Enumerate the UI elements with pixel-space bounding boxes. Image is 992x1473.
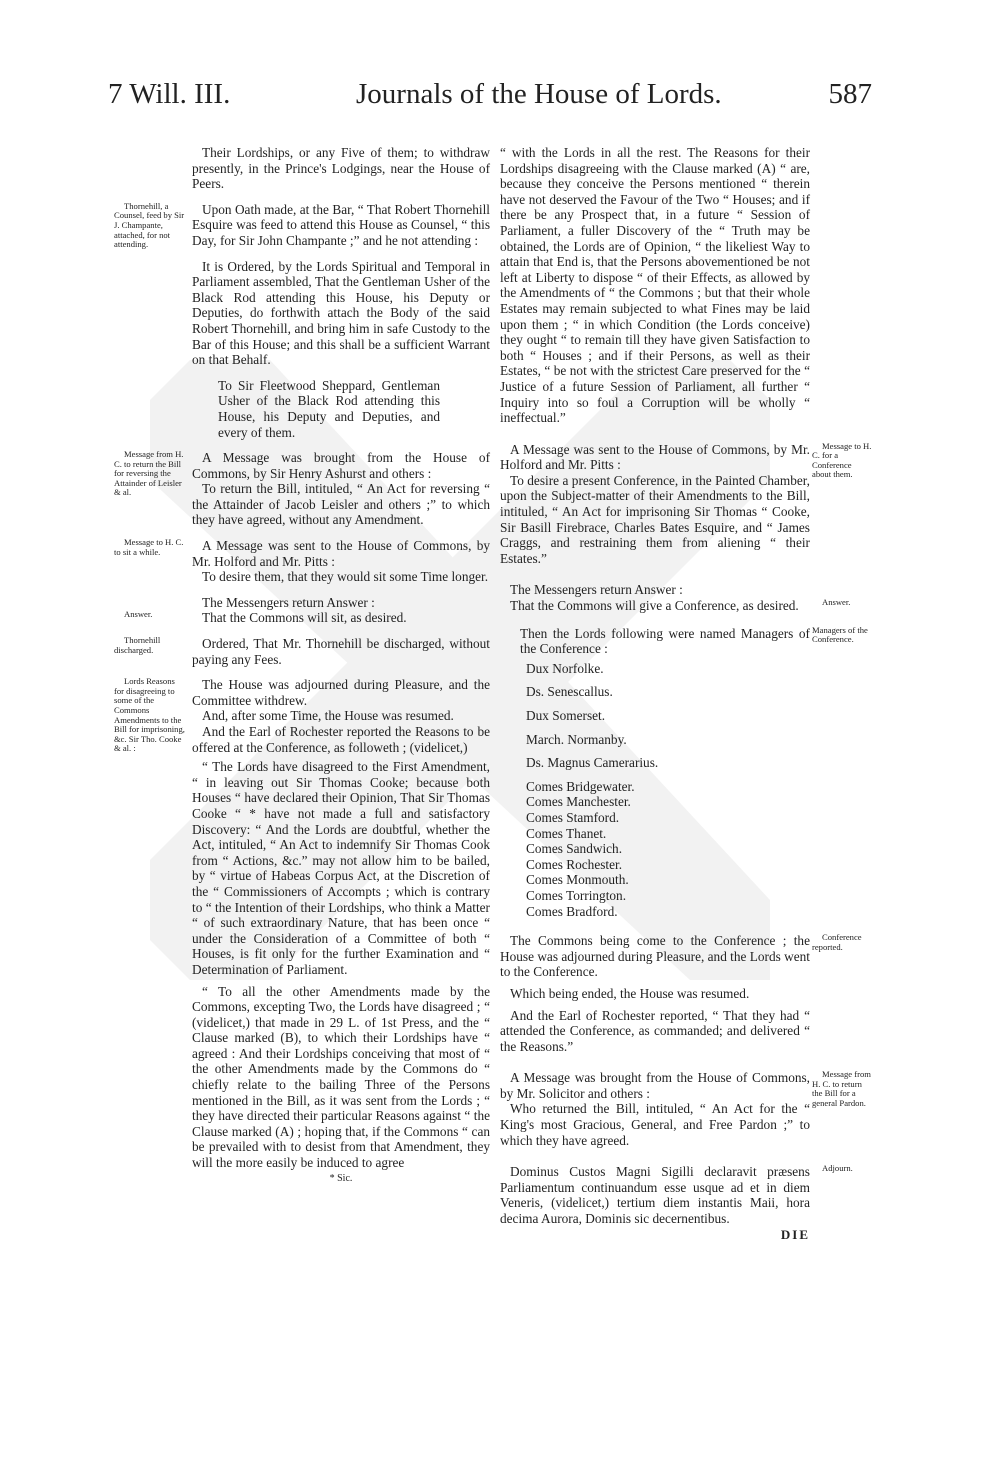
catchword: DIE: [780, 1226, 810, 1242]
margin-note: Answer.: [124, 609, 153, 620]
quoted-reasons: “ To all the other Amendments made by the Commons, excepting Two, the Lords have disagreed ; “ (videlicet,) that made in 29 L. of 1st Press, and the “ Clause marked (B), to which their Lordships have “ agreed : And their Lordships conceiving that most of “ the other Amendments made by the Commons do “ chiefly relate to the bailing Three of the Persons mentioned in the Bill, as it was sent from the Lords ; “ they have directed their particular Reasons against “ the Clause marked (A) ; hoping that, if the Commons “ can be prevailed with to desist from that Amendment, they will the more easily be induced to agree: [192, 983, 490, 1171]
paragraph-text: Then the Lords following were named Managers of the Conference :: [520, 625, 810, 657]
list-item: Comes Torrington.: [526, 887, 627, 903]
list-item: Dux Norfolke.: [526, 660, 604, 676]
paragraph-text: A Message was brought from the House of Commons, by Sir Henry Ashurst and others :: [192, 450, 490, 481]
paragraph: And, after some Time, the House was resumed.: [202, 708, 454, 724]
paragraph: [114, 537, 490, 569]
paragraph: And the Earl of Rochester reported the Reasons to be offered at the Conference, as followeth ; (videlicet,): [192, 724, 490, 755]
quoted-reasons: “ The Lords have disagreed to the First Amendment, “ in leaving out Sir Thomas Cooke; because both Houses “ have declared their Opinion, That Sir Thomas Cooke “ * have not made a full and satisfactory Discovery: “ And the Lords are doubtful, whether the Act, intituled, “ An Act to indemnify Sir Thomas Cook from “ Actions, &c.” may not allow him to be bailed, by “ virtue of Habeas Corpus Act, at the Discretion of the “ Commissioners of Accompts ; which is contrary to “ the Intention of their Lordships, who think a Matter “ of such extraordinary Nature, that has been once “ under the Consideration of a Committee of both “ Houses, is fit only for the further Examination and “ Determination of Parliament.: [192, 759, 490, 977]
footnote: * Sic.: [329, 1172, 353, 1184]
managers-list: [500, 661, 810, 919]
paragraph: The Messengers return Answer :: [510, 582, 683, 598]
margin-note: Conference reported.: [812, 932, 862, 952]
running-header: [0, 78, 992, 122]
paragraph: Which being ended, the House was resumed.: [510, 985, 750, 1001]
margin-note: Thornehill, a Counsel, feed by Sir J. Champante, attached, for not attending.: [114, 200, 185, 250]
margin-note: Managers of the Conference.: [812, 624, 868, 645]
margin-note: Message from H. C. to return the Bill for a general Pardon.: [812, 1069, 871, 1109]
paragraph: To desire them, that they would sit some Time longer.: [202, 569, 489, 585]
paragraph: [500, 1163, 853, 1227]
margin-note: Answer.: [822, 597, 851, 608]
paragraph-text: Dominus Custos Magni Sigilli declaravit præsens Parliamentum continuandum esse usque ad et in diem Veneris, (videlicet,) tertium diem instantis Maii, hora decima Aurora, Dominis sic decernentibus.: [500, 1164, 810, 1227]
paragraph: And the Earl of Rochester reported, “ That they had “ attended the Conference, as commanded; and delivered “ the Reasons.”: [500, 1007, 810, 1054]
regnal-year: 7 Will. III.: [108, 78, 231, 110]
journal-title: Journals of the House of Lords.: [356, 78, 722, 110]
paragraph: [500, 624, 868, 657]
right-column: [500, 145, 872, 1242]
paragraph-text: A Message was sent to the House of Commons, by Mr. Holford and Mr. Pitts :: [500, 441, 810, 473]
paragraph: [500, 597, 851, 614]
quoted-reasons: “ with the Lords in all the rest. The Reasons for their Lordships disagreeing with the Clause marked (A) “ are, because they conceive the Persons mentioned “ therein have not deserved the Favour of the Two “ Houses; and if there be any Prospect that, in a future “ Session of Parliament, a fuller Discovery of the “ Truth may be obtained, the Lords are of Opinion, “ the likeliest Way to attain that End is, that the Persons abovementioned be not left at Liberty to dispose “ of their Effects, as allowed by the Amendments of “ the Commons ; but that their whole Estates may remain subjected to what Fines may be laid upon them ; “ in which Condition (the Lords conceive) they ought “ to remain till they have given Satisfaction to both “ Houses ; and if their Persons, as well as their Estates, “ be not with the strictest Care preserved for the “ Justice of a future Session of Parliament, all further “ Inquiry into so foul a Corruption will be wholly “ ineffectual.”: [500, 145, 810, 426]
paragraph-text: The House was adjourned during Pleasure, and the Committee withdrew.: [192, 677, 490, 708]
list-item: Comes Rochester.: [526, 856, 623, 872]
list-item: Dux Somerset.: [526, 708, 606, 723]
paragraph: To return the Bill, intituled, “ An Act for reversing “ the Attainder of Jacob Leisler and others ;” to which they have agreed, without any Amendment.: [192, 481, 490, 528]
paragraph: Who returned the Bill, intituled, “ An Act for the “ King's most Gracious, General, and Free Pardon ;” to which they have agreed.: [500, 1101, 810, 1148]
margin-note: Lords Reasons for disagreeing to some of the Commons Amendments to the Bill for imprisoning, &c. Sir Tho. Cooke & al. :: [114, 676, 185, 754]
paragraph: It is Ordered, by the Lords Spiritual and Temporal in Parliament assembled, That the Gentleman Usher of the Black Rod attending this House, his Deputy or Deputies, do forthwith attach the Body of the said Robert Thornehill, and bring him in safe Custody to the Bar of this House; and this shall be a sufficient Warrant on that Behalf.: [192, 258, 490, 368]
paragraph: [114, 449, 490, 498]
paragraph: [500, 932, 862, 980]
paragraph: [114, 200, 490, 250]
paragraph-text: A Message was brought from the House of Commons, by Mr. Solicitor and others :: [500, 1070, 810, 1101]
paragraph-text: That the Commons will give a Conference, as desired.: [510, 598, 799, 614]
list-item: Comes Sandwich.: [526, 841, 623, 857]
list-item: Comes Manchester.: [526, 794, 631, 810]
margin-note: Thornehill discharged.: [114, 635, 161, 655]
list-item: Comes Monmouth.: [526, 872, 629, 888]
list-item: Comes Stamford.: [526, 809, 620, 825]
paragraph-text: That the Commons will sit, as desired.: [202, 610, 407, 626]
margin-note: Message to H. C. to sit a while.: [114, 537, 184, 557]
left-column: [114, 145, 490, 1186]
list-item: Ds. Magnus Camerarius.: [526, 755, 659, 771]
paragraph-text: The Commons being come to the Conference ; the House was adjourned during Pleasure, and the Lords went to the Conference.: [500, 933, 810, 980]
margin-note: Message from H. C. to return the Bill for reversing the Attainder of Leisler & al.: [114, 449, 184, 498]
list-item: Comes Bradford.: [526, 903, 618, 919]
paragraph: [500, 1069, 871, 1109]
paragraph-text: Upon Oath made, at the Bar, “ That Robert Thornehill Esquire was feed to attend this House as Counsel, “ this Day, for Sir John Champante ;” and he not attending :: [192, 201, 490, 248]
list-item: March. Normanby.: [526, 731, 627, 747]
margin-note: Message to H. C. for a Conference about them.: [812, 440, 872, 480]
list-item: Comes Bridgewater.: [526, 778, 635, 794]
paragraph: To desire a present Conference, in the Painted Chamber, upon the Subject-matter of their Amendments to the Bill, intituled, “ An Act for imprisoning Sir Thomas “ Cooke, Sir Basill Firebrace, Charles Bates Esquire, and “ James Craggs, and restraining them from aliening “ their Estates.”: [500, 472, 810, 566]
paragraph-text: A Message was sent to the House of Commons, by Mr. Holford and Mr. Pitts :: [192, 538, 490, 569]
warrant-address: To Sir Fleetwood Sheppard, Gentleman Usher of the Black Rod attending this House, his Deputy and Deputies, and every of them.: [218, 377, 440, 440]
paragraph: The Messengers return Answer :: [202, 594, 375, 610]
paragraph: [124, 609, 490, 626]
paragraph: [114, 635, 490, 667]
page-number: 587: [828, 78, 872, 110]
list-item: Comes Thanet.: [526, 825, 607, 841]
paragraph: [500, 440, 872, 480]
margin-note: Adjourn.: [822, 1163, 853, 1174]
paragraph: Their Lordships, or any Five of them; to withdraw presently, in the Prince's Lodgings, near the House of Peers.: [192, 145, 490, 192]
list-item: Ds. Senescallus.: [526, 684, 613, 700]
paragraph-text: Ordered, That Mr. Thornehill be discharged, without paying any Fees.: [192, 636, 490, 667]
